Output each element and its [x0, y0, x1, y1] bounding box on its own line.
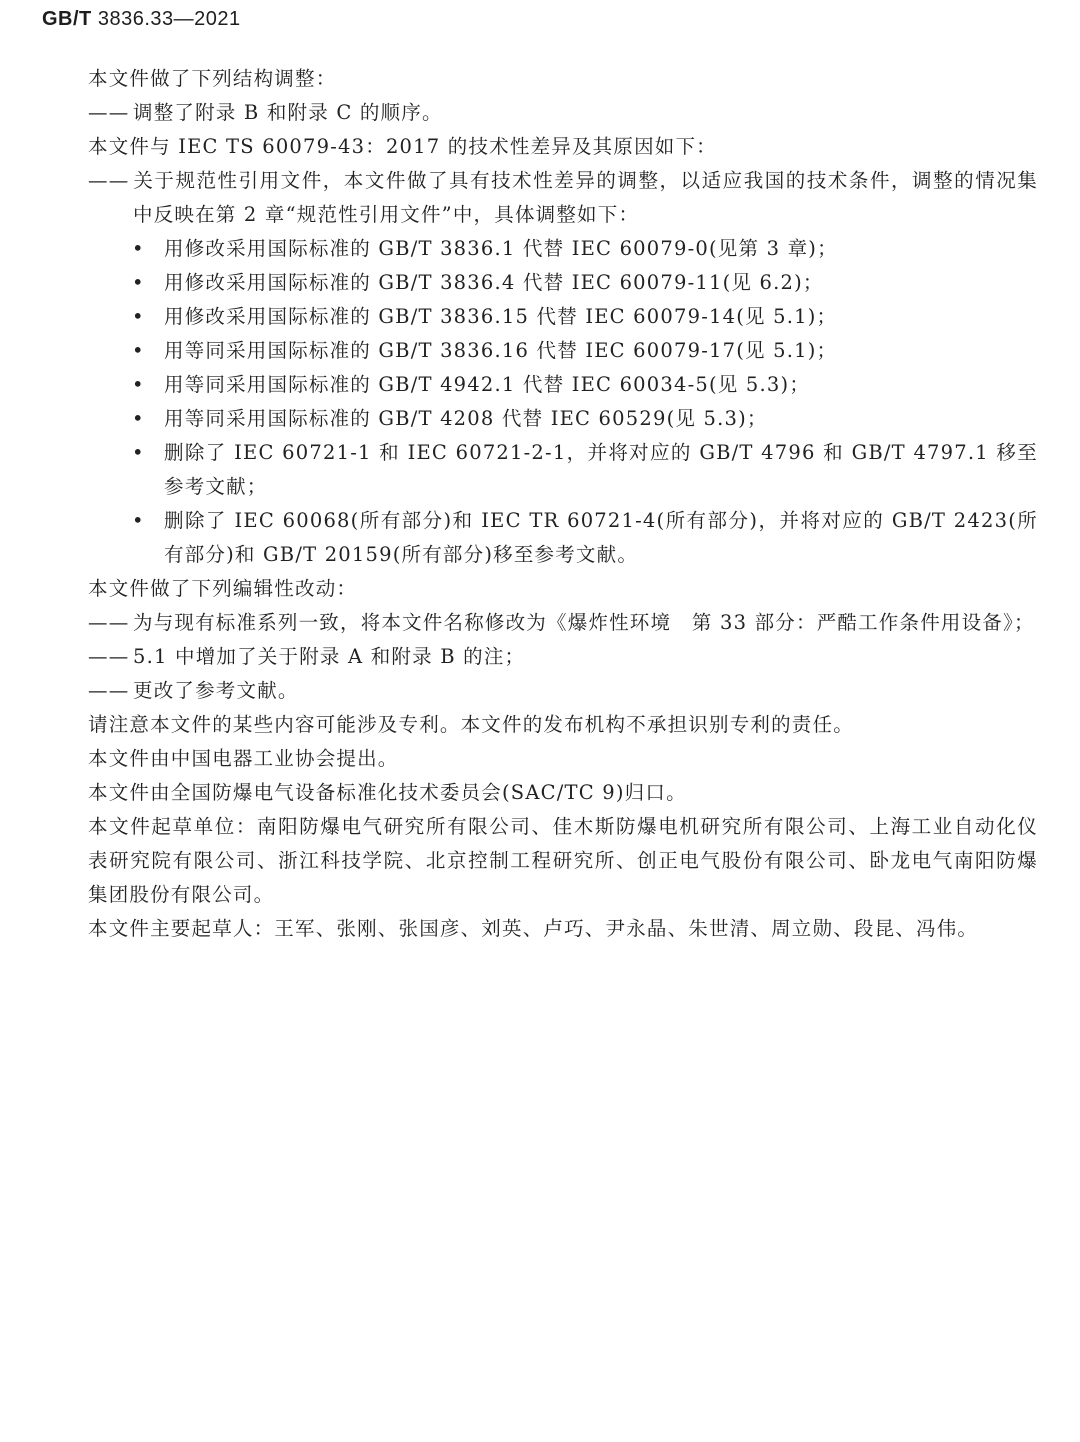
bullet-mark: •	[132, 271, 145, 294]
standard-number: 3836.33—2021	[97, 8, 241, 30]
standard-code: GB/T	[42, 8, 92, 30]
bullet-mark: •	[132, 373, 145, 396]
bullet-mark: •	[132, 441, 145, 464]
bullet-mark: •	[132, 237, 145, 260]
list-item: • 用修改采用国际标准的 GB/T 3836.1 代替 IEC 60079-0(见第 3 章)；	[88, 232, 1038, 266]
structure-changes-heading: 本文件做了下列结构调整：	[88, 67, 337, 90]
bullet-mark: •	[132, 407, 145, 430]
editorial-change-item: —— 5.1 中增加了关于附录 A 和附录 B 的注；	[88, 640, 1038, 674]
list-item: • 用等同采用国际标准的 GB/T 3836.16 代替 IEC 60079-17(见 5.1)；	[88, 334, 1038, 368]
document-body	[88, 62, 1038, 946]
list-item: • 用修改采用国际标准的 GB/T 3836.4 代替 IEC 60079-11(见 6.2)；	[88, 266, 1038, 300]
dash-mark: ——	[88, 645, 130, 668]
list-item: • 删除了 IEC 60721-1 和 IEC 60721-2-1，并将对应的 GB/T 4796 和 GB/T 4797.1 移至参考文献；	[88, 436, 1038, 504]
dash-mark: ——	[88, 101, 130, 124]
dash-mark: ——	[88, 679, 130, 702]
technical-differences-heading: 本文件与 IEC TS 60079-43：2017 的技术性差异及其原因如下：	[88, 135, 717, 158]
bullet-mark: •	[132, 339, 145, 362]
dash-mark: ——	[88, 611, 130, 634]
patent-notice: 请注意本文件的某些内容可能涉及专利。本文件的发布机构不承担识别专利的责任。	[88, 713, 854, 736]
drafting-units: 本文件起草单位：南阳防爆电气研究所有限公司、佳木斯防爆电机研究所有限公司、上海工业自动化仪表研究院有限公司、浙江科技学院、北京控制工程研究所、创正电气股份有限公司、卧龙电气南阳防爆集团股份有限公司。	[88, 815, 1038, 906]
editorial-change-item: —— 更改了参考文献。	[88, 674, 1038, 708]
list-item: • 用等同采用国际标准的 GB/T 4942.1 代替 IEC 60034-5(见 5.3)；	[88, 368, 1038, 402]
proposer-statement: 本文件由中国电器工业协会提出。	[88, 747, 399, 770]
bullet-mark: •	[132, 305, 145, 328]
list-item: • 用等同采用国际标准的 GB/T 4208 代替 IEC 60529(见 5.3)；	[88, 402, 1038, 436]
bullet-mark: •	[132, 509, 145, 532]
list-item: • 删除了 IEC 60068(所有部分)和 IEC TR 60721-4(所有部分)，并将对应的 GB/T 2423(所有部分)和 GB/T 20159(所有部分)移至参考文献。	[88, 504, 1038, 572]
main-drafters: 本文件主要起草人：王军、张刚、张国彦、刘英、卢巧、尹永晶、朱世清、周立勋、段昆、冯伟。	[88, 917, 979, 940]
dash-mark: ——	[88, 169, 130, 192]
editorial-changes-heading: 本文件做了下列编辑性改动：	[88, 577, 358, 600]
page-header	[42, 8, 241, 31]
centralized-management-statement: 本文件由全国防爆电气设备标准化技术委员会(SAC/TC 9)归口。	[88, 781, 687, 804]
technical-difference-intro: —— 关于规范性引用文件，本文件做了具有技术性差异的调整，以适应我国的技术条件，调整的情况集中反映在第 2 章“规范性引用文件”中，具体调整如下：	[88, 164, 1038, 232]
list-item: • 用修改采用国际标准的 GB/T 3836.15 代替 IEC 60079-14(见 5.1)；	[88, 300, 1038, 334]
reference-changes-list	[88, 232, 1038, 572]
editorial-change-item: —— 为与现有标准系列一致，将本文件名称修改为《爆炸性环境 第 33 部分：严酷工作条件用设备》；	[88, 606, 1038, 640]
structure-change-item: —— 调整了附录 B 和附录 C 的顺序。	[88, 96, 1038, 130]
